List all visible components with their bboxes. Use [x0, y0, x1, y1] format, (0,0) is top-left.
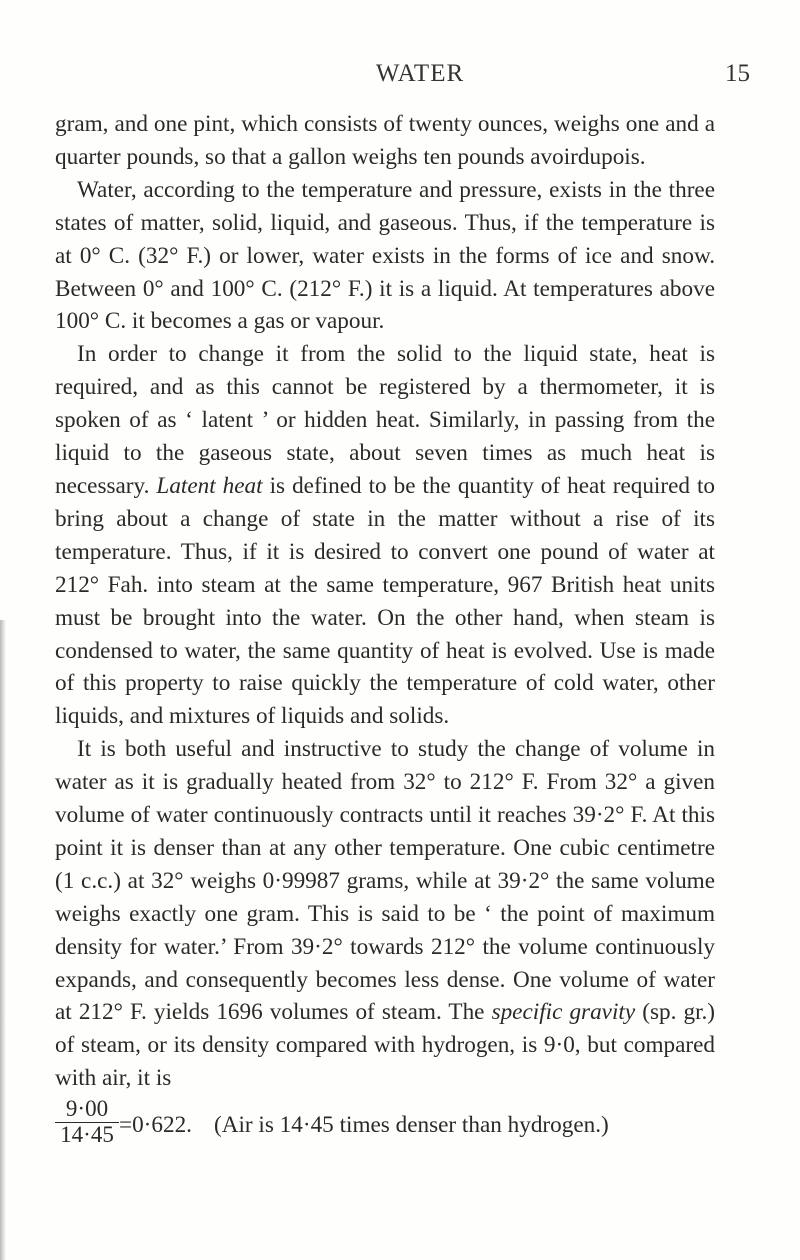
page-edge-shadow — [0, 620, 6, 1260]
fraction-denominator: 14·45 — [60, 1122, 114, 1148]
term-latent-heat: Latent heat — [156, 472, 263, 499]
term-specific-gravity: specific gravity — [491, 999, 636, 1026]
fraction-result-line — [119, 1109, 609, 1142]
running-title: WATER — [375, 60, 465, 87]
fraction-result: =0·622. — [119, 1112, 192, 1139]
paragraph-3-text-b: is defined to be the quantity of heat required to bring about a change of state in the matter without a rise of its temperature. Thus, if it is desired to convert one pound of water at 212° Fah. into steam at the same temperature, 967 British heat units must be brought into the water. On the other hand, when steam is condensed to water, the same quantity of heat is evolved. Use is made of this property to raise quickly the temperature of cold water, other liquids, and mixtures of liquids and solids. — [55, 472, 716, 730]
paragraph-4 — [55, 733, 715, 1095]
fraction-numerator: 9·00 — [65, 1096, 109, 1122]
paragraph-1: gram, and one pint, which consists of twenty ounces, weighs one and a quarter pounds, so that a gallon weighs ten pounds avoirdupois. — [55, 111, 715, 170]
paragraph-4-text-a: It is both useful and instructive to study the change of volume in water as it is gradually heated from 32° to 212° F. From 32° a given volume of water continuously contracts until it reaches 39·2° F. At this point it is denser than at any other temperature. One cubic centimetre (1 c.c.) at 32° weighs 0·99987 grams, while at 39·2° the same volume weighs exactly one gram. This is said to be ‘ the point of maximum density for water.’ From 39·2° towards 212° the volume continuously expands, and consequently becomes less dense. One volume of water at 212° F. yields 1696 volumes of steam. The — [55, 736, 715, 1026]
paragraph-4-text-b: (sp. gr.) of steam, or its density compared with hydrogen, is 9·0, but compared with air, it is — [55, 999, 716, 1092]
page-number: 15 — [725, 60, 750, 87]
body-text — [55, 108, 715, 1153]
paragraph-2: Water, according to the temperature and pressure, exists in the three states of matter, solid, liquid, and gaseous. Thus, if the temperature is at 0° C. (32° F.) or lower, water exists in the forms of ice and snow. Between 0° and 100° C. (212° F.) it is a liquid. At temperatures above 100° C. it becomes a gas or vapour. — [55, 176, 715, 335]
fraction-equation — [55, 1097, 715, 1153]
paragraph-3-text-a: In order to change it from the solid to the liquid state, heat is required, and as this cannot be registered by a thermometer, it is spoken of as ‘ latent ’ or hidden heat. Similarly, in passing from the liquid to the gaseous state, about seven times as much heat is necessary. — [55, 341, 715, 499]
paragraph-3 — [55, 338, 715, 733]
page-header — [90, 60, 750, 90]
fraction-note: (Air is 14·45 times denser than hydrogen.) — [213, 1112, 609, 1139]
fraction — [55, 1097, 119, 1147]
